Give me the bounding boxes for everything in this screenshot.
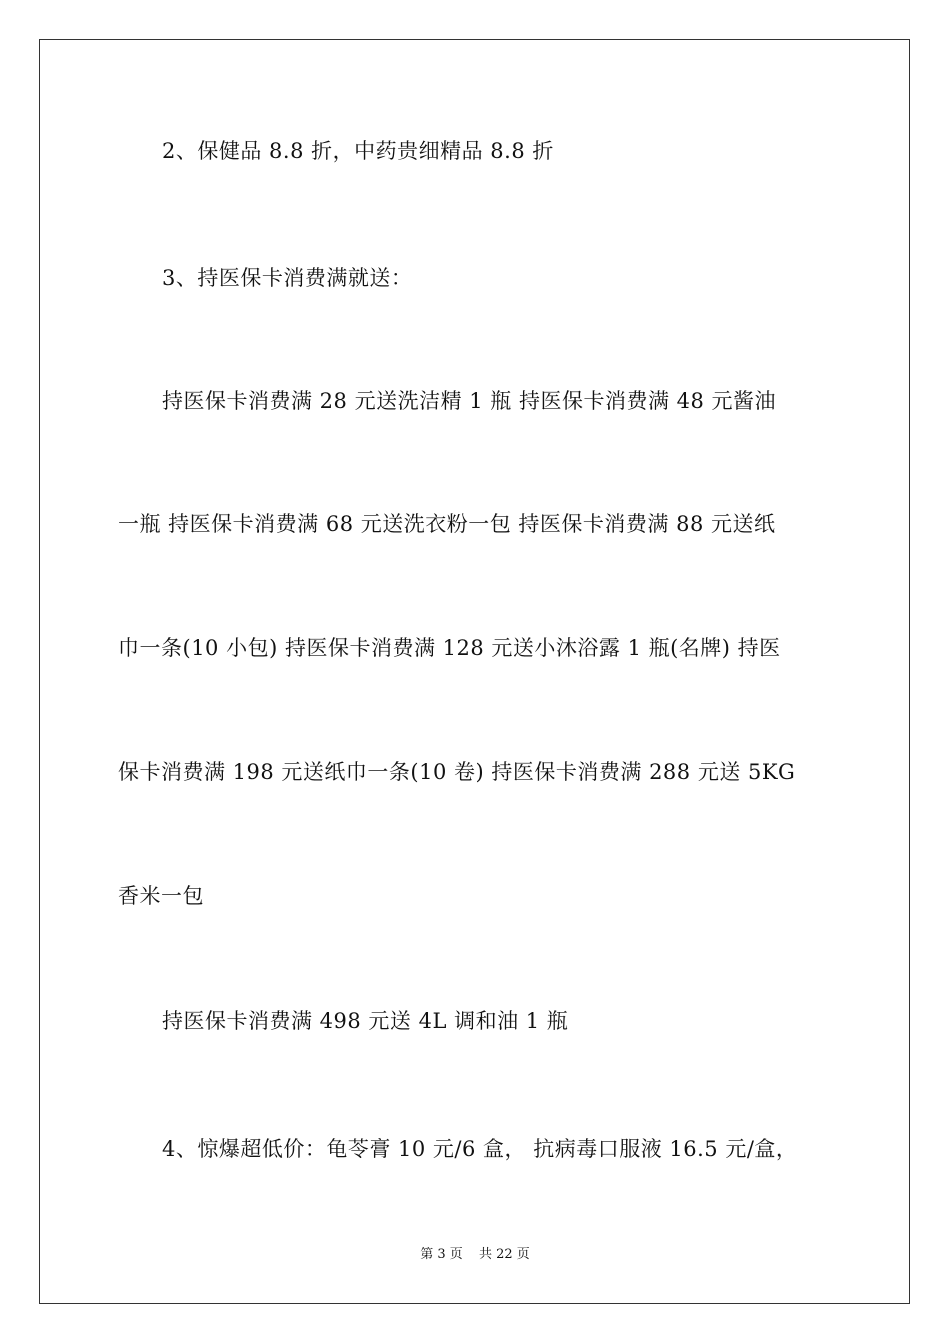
paragraph-line-6: 保卡消费满 198 元送纸巾一条(10 卷) 持医保卡消费满 288 元送 5KG	[118, 760, 796, 784]
paragraph-line-1: 2、保健品 8.8 折，中药贵细精品 8.8 折	[162, 139, 554, 163]
paragraph-line-8: 持医保卡消费满 498 元送 4L 调和油 1 瓶	[162, 1009, 569, 1033]
paragraph-line-5: 巾一条(10 小包) 持医保卡消费满 128 元送小沐浴露 1 瓶(名牌) 持医	[118, 636, 781, 660]
page-frame	[39, 39, 910, 1304]
page-footer	[0, 1246, 950, 1264]
paragraph-line-7: 香米一包	[118, 884, 204, 908]
paragraph-line-2: 3、持医保卡消费满就送：	[162, 266, 413, 290]
page-number-current: 第 3 页	[420, 1247, 463, 1262]
page-number-total: 共 22 页	[478, 1247, 530, 1262]
paragraph-line-4: 一瓶 持医保卡消费满 68 元送洗衣粉一包 持医保卡消费满 88 元送纸	[118, 512, 776, 536]
paragraph-line-3: 持医保卡消费满 28 元送洗洁精 1 瓶 持医保卡消费满 48 元酱油	[162, 389, 777, 413]
paragraph-line-9: 4、惊爆超低价：龟苓膏 10 元/6 盒， 抗病毒口服液 16.5 元/盒，	[162, 1137, 798, 1161]
